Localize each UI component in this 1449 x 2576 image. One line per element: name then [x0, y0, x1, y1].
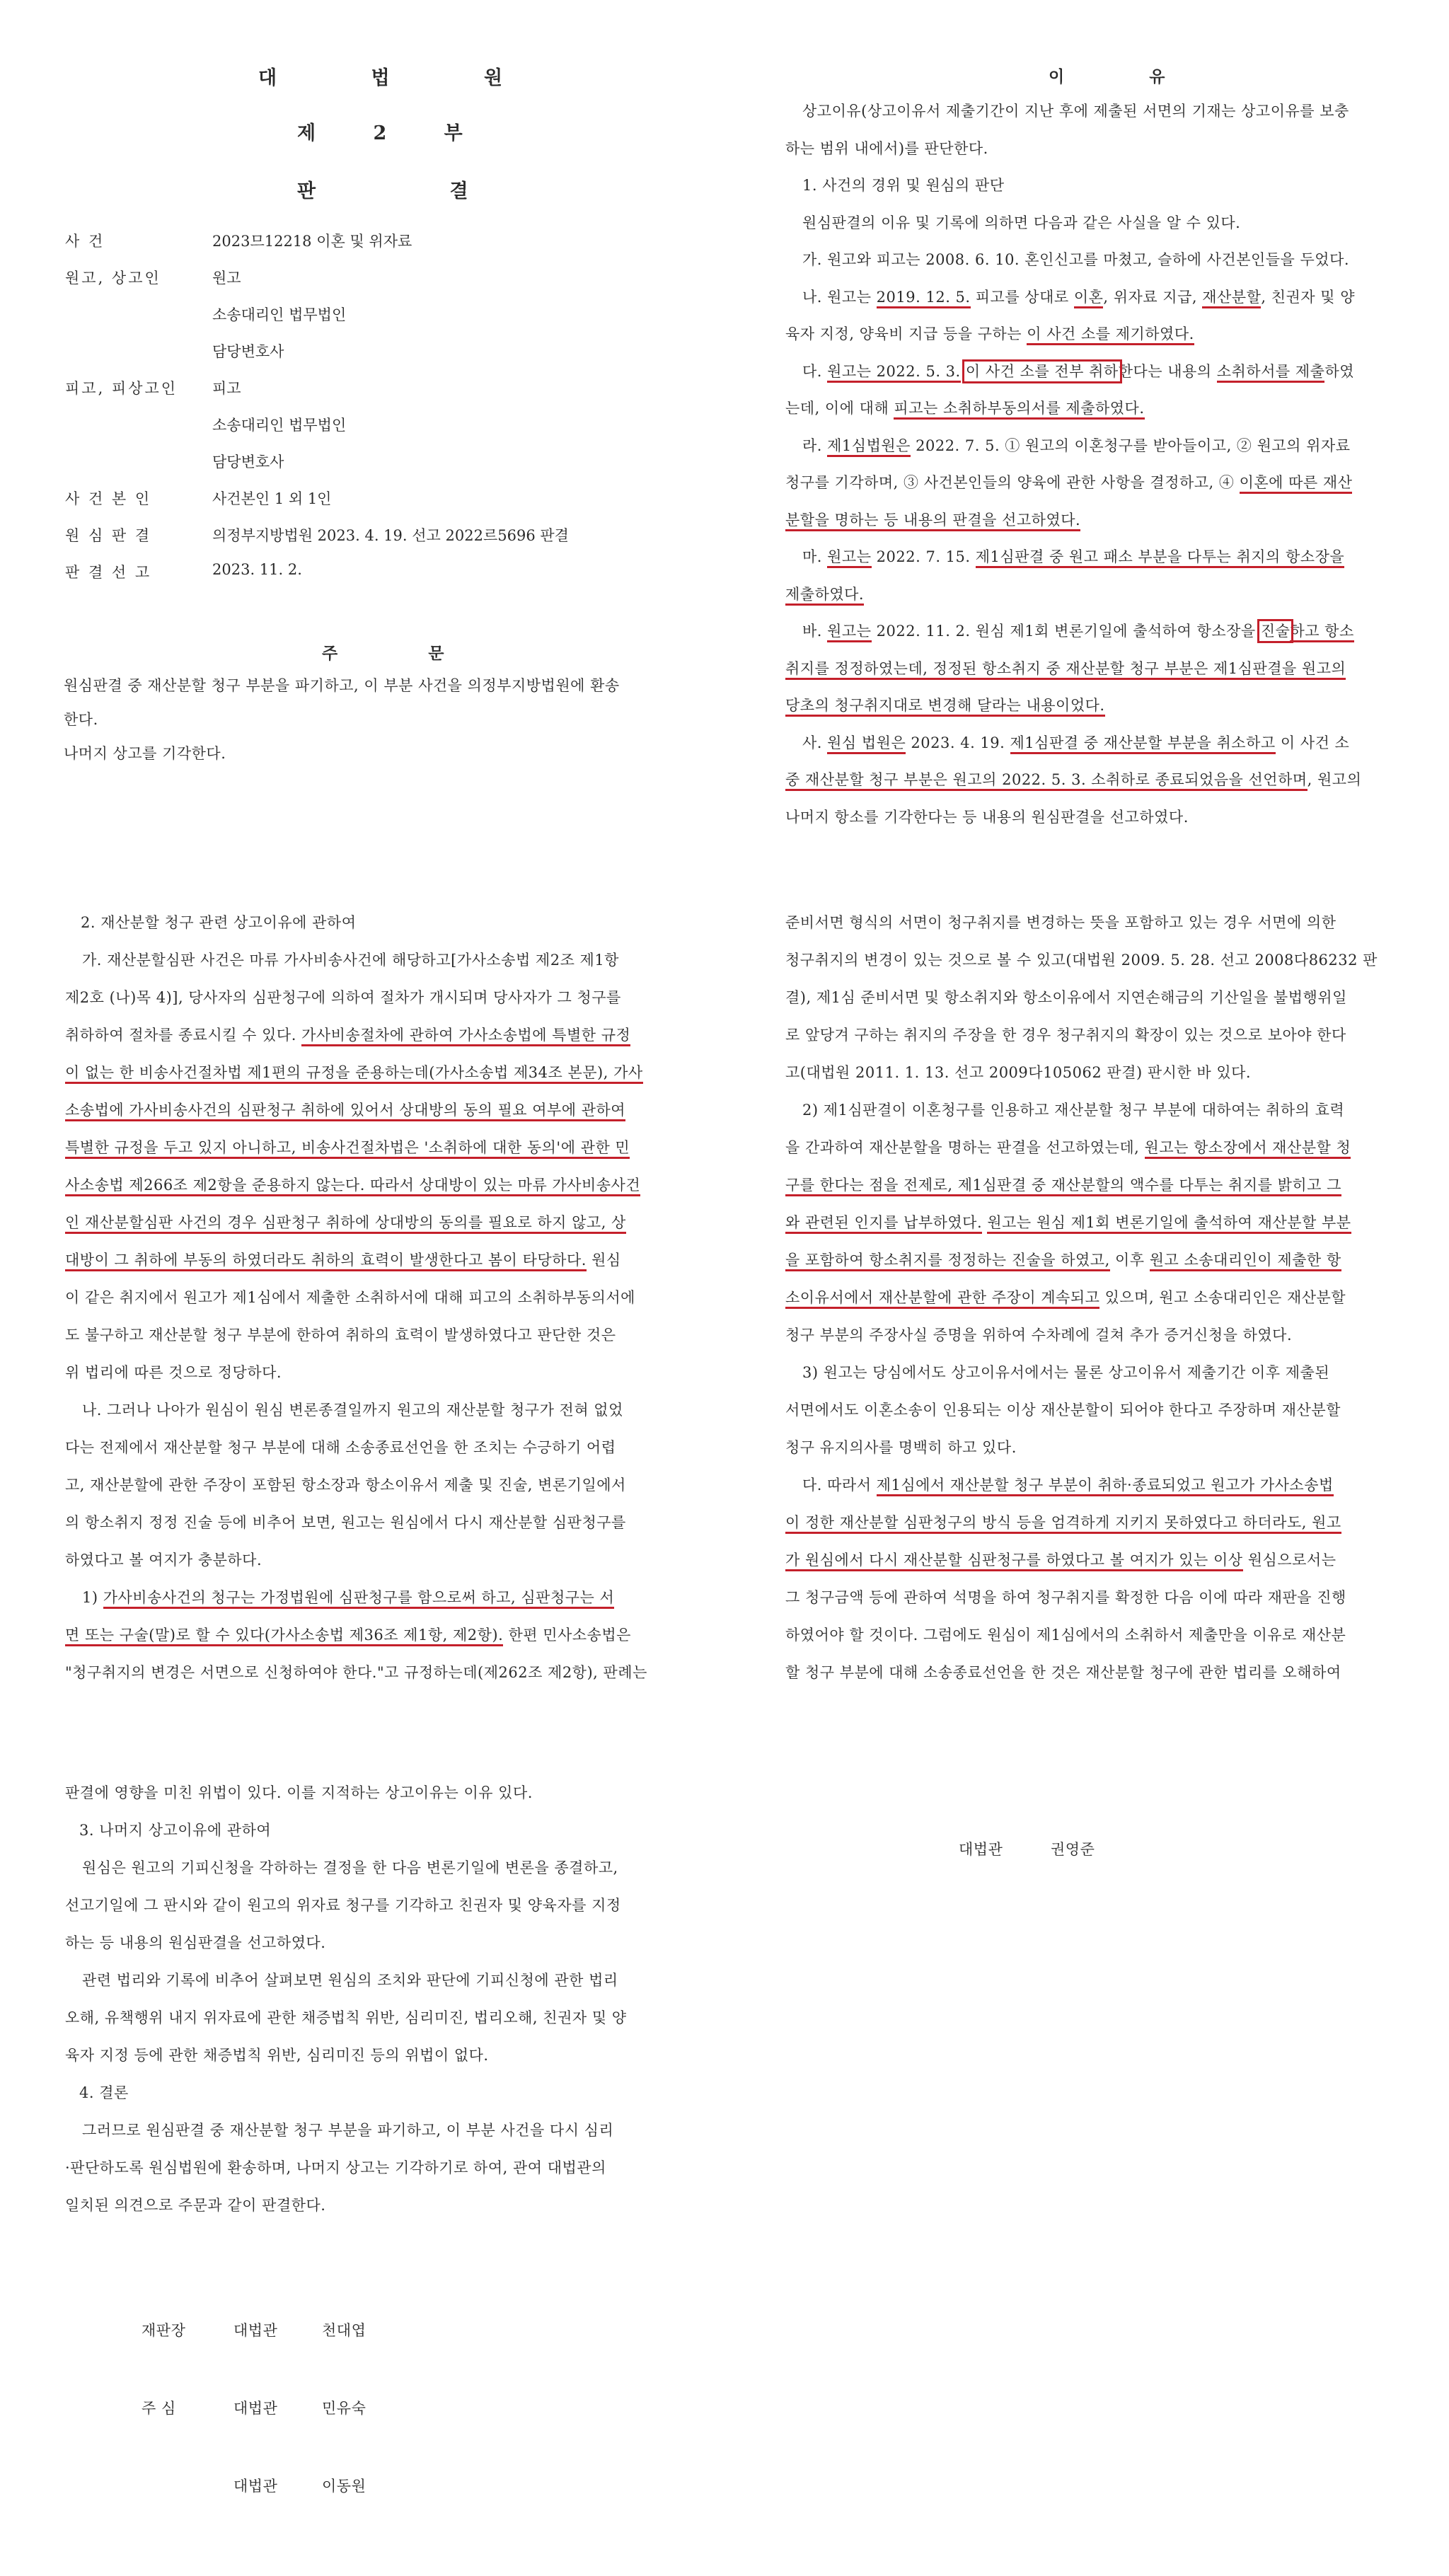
- text-line: 제출하였다.: [785, 584, 864, 604]
- text-line: "청구취지의 변경은 서면으로 신청하여야 한다."고 규정하는데(제262조 제2항), 판례는: [65, 1664, 647, 1681]
- text-line: 소이유서에서 재산분할에 관한 주장이 계속되고 있으며, 원고 소송대리인은 재산분할: [785, 1288, 1346, 1307]
- text-line: 제2호 (나)목 4)], 당사자의 심판청구에 의하여 절차가 개시되며 당사자가 그 청구를: [65, 989, 621, 1006]
- text-line: 청구 부분의 주장사실 증명을 위하여 수차례에 걸쳐 추가 증거신청을 하였다.: [785, 1327, 1293, 1344]
- text-line: 와 관련된 인지를 납부하였다. 원고는 원심 제1회 변론기일에 출석하여 재산분할 부분: [785, 1213, 1351, 1232]
- header-value: 2023므12218 이혼 및 위자료: [212, 233, 412, 250]
- page-2-left: [65, 913, 688, 1733]
- text-line: 면 또는 구술(말)로 할 수 있다(가사소송법 제36조 제1항, 제2항). 한편 민사소송법은: [65, 1625, 631, 1645]
- order-title: 주 문: [322, 644, 487, 663]
- text-line: 고(대법원 2011. 1. 13. 선고 2009다105062 판결) 판시한 바 있다.: [785, 1064, 1252, 1081]
- text-line: 하는 범위 내에서)를 판단한다.: [785, 139, 988, 157]
- text-line: 당초의 청구취지대로 변경해 달라는 내용이었다.: [785, 695, 1105, 715]
- text-line: 구를 한다는 점을 전제로, 제1심판결 중 재산분할의 액수를 다투는 취지를 밝히고 그: [785, 1175, 1341, 1195]
- text-line: 3) 원고는 당심에서도 상고이유서에서는 물론 상고이유서 제출기간 이후 제출된: [802, 1364, 1330, 1381]
- text-line: 나. 그러나 나아가 원심이 원심 변론종결일까지 원고의 재산분할 청구가 전혀 없었: [82, 1402, 623, 1419]
- text-line: ·판단하도록 원심법원에 환송하며, 나머지 상고는 기각하기로 하여, 관여 대법관의: [65, 2159, 606, 2176]
- text-line: 특별한 규정을 두고 있지 아니하고, 비송사건절차법은 '소취하에 대한 동의'에 관한 민: [65, 1138, 630, 1157]
- text-line: 원심판결 중 재산분할 청구 부분을 파기하고, 이 부분 사건을 의정부지방법원에 환송: [64, 677, 620, 694]
- justice-name: 권영준: [1051, 1841, 1095, 1858]
- text-line: 가. 재산분할심판 사건은 마류 가사비송사건에 해당하고[가사소송법 제2조 제1항: [82, 952, 619, 969]
- text-line: 한다.: [64, 711, 98, 728]
- text-line: 마. 원고는 2022. 7. 15. 제1심판결 중 원고 패소 부분을 다투는 취지의 항소장을: [802, 547, 1344, 567]
- text-line: 일치된 의견으로 주문과 같이 판결한다.: [65, 2197, 326, 2214]
- text-line: 사. 원심 법원은 2023. 4. 19. 제1심판결 중 재산분할 부분을 취소하고 이 사건 소: [802, 733, 1349, 753]
- justice-name: 천대엽: [322, 2322, 366, 2339]
- text-line: 관련 법리와 기록에 비추어 살펴보면 원심의 조치와 판단에 기피신청에 관한 법리: [82, 1972, 618, 1989]
- reasons-title: 이 유: [1049, 67, 1205, 86]
- page-2-right: [785, 913, 1408, 1733]
- text-line: 1. 사건의 경위 및 원심의 판단: [802, 177, 1005, 194]
- justice-title: 대법관: [959, 1841, 1003, 1858]
- text-line: 준비서면 형식의 서면이 청구취지를 변경하는 뜻을 포함하고 있는 경우 서면에 의한: [785, 914, 1337, 931]
- header-label: 피고, 피상고인: [65, 380, 178, 397]
- text-line: 대방이 그 취하에 부동의 하였더라도 취하의 효력이 발생한다고 봄이 타당하다. 원심: [65, 1250, 621, 1270]
- justice-name: 민유숙: [322, 2400, 366, 2417]
- court-name: 대 법 원: [258, 67, 547, 89]
- text-line: 하는 등 내용의 원심판결을 선고하였다.: [65, 1934, 326, 1951]
- text-line: 청구취지의 변경이 있는 것으로 볼 수 있고(대법원 2009. 5. 28. 선고 2008다86232 판: [785, 952, 1378, 969]
- order-body: [64, 676, 686, 782]
- text-line: 이 정한 재산분할 심판청구의 방식 등을 엄격하게 지키지 못하였다고 하더라도, 원고: [785, 1513, 1341, 1532]
- header-value: 담당변호사: [212, 343, 284, 360]
- header-label: 원 심 판 결: [65, 527, 152, 544]
- justice-name: 이동원: [322, 2478, 366, 2495]
- justice-title: 대법관: [233, 2322, 278, 2339]
- text-line: 취하하여 절차를 종료시킬 수 있다. 가사비송절차에 관하여 가사소송법에 특별한 규정: [65, 1025, 630, 1045]
- justice-title: 대법관: [233, 2400, 278, 2417]
- page-3-left: [65, 1783, 688, 2222]
- text-line: 을 간과하여 재산분할을 명하는 판결을 선고하였는데, 원고는 항소장에서 재산분할 청: [785, 1138, 1351, 1157]
- case-header: [65, 230, 688, 598]
- text-line: 나. 원고는 2019. 12. 5. 피고를 상대로 이혼, 위자료 지급, 재산분할, 친권자 및 양: [802, 287, 1355, 307]
- text-line: 가. 원고와 피고는 2008. 6. 10. 혼인신고를 마쳤고, 슬하에 사건본인들을 두었다.: [802, 251, 1350, 268]
- header-value: 2023. 11. 2.: [212, 561, 302, 578]
- text-line: 2. 재산분할 청구 관련 상고이유에 관하여: [81, 914, 357, 931]
- text-line: 4. 결론: [79, 2084, 129, 2101]
- text-line: 고, 재산분할에 관한 주장이 포함된 항소장과 항소이유서 제출 및 진술, 변론기일에서: [65, 1477, 626, 1494]
- text-line: 상고이유(상고이유서 제출기간이 지난 후에 제출된 서면의 기재는 상고이유를 보충: [802, 103, 1349, 120]
- justice-right: [959, 1839, 1242, 1868]
- text-line: 원심판결의 이유 및 기록에 의하면 다음과 같은 사실을 알 수 있다.: [802, 214, 1241, 231]
- text-line: 이 없는 한 비송사건절차법 제1편의 규정을 준용하는데(가사소송법 제34조 본문), 가사: [65, 1063, 643, 1082]
- text-line: 도 불구하고 재산분할 청구 부분에 한하여 취하의 효력이 발생하였다고 판단한 것은: [65, 1327, 616, 1344]
- text-line: 할 청구 부분에 대해 소송종료선언을 한 것은 재산분할 청구에 관한 법리를 오해하여: [785, 1664, 1341, 1681]
- header-value: 소송대리인 법무법인: [212, 306, 347, 323]
- text-line: 다. 따라서 제1심에서 재산분할 청구 부분이 취하·종료되었고 원고가 가사소송법: [802, 1475, 1334, 1495]
- judgment-title: 판 결: [297, 180, 532, 202]
- text-line: 하였어야 할 것이다. 그럼에도 원심이 제1심에서의 소취하서 제출만을 이유로 재산분: [785, 1627, 1346, 1644]
- text-line: 분할을 명하는 등 내용의 판결을 선고하였다.: [785, 510, 1080, 530]
- text-line: 육자 지정 등에 관한 채증법칙 위반, 심리미진 등의 위법이 없다.: [65, 2047, 489, 2064]
- text-line: 취지를 정정하였는데, 정정된 항소취지 중 재산분할 청구 부분은 제1심판결을 원고의: [785, 659, 1346, 678]
- text-line: 나머지 항소를 기각한다는 등 내용의 원심판결을 선고하였다.: [785, 808, 1189, 826]
- text-line: 가 원심에서 다시 재산분할 심판청구를 하였다고 볼 여지가 있는 이상 원심으로서는: [785, 1550, 1337, 1570]
- header-value: 담당변호사: [212, 454, 284, 470]
- text-line: 육자 지정, 양육비 지급 등을 구하는 이 사건 소를 제기하였다.: [785, 324, 1194, 344]
- text-line: 라. 제1심법원은 2022. 7. 5. ① 원고의 이혼청구를 받아들이고, ② 원고의 위자료: [802, 436, 1351, 456]
- text-line: 3. 나머지 상고이유에 관하여: [79, 1822, 272, 1839]
- text-line: 을 포함하여 항소취지를 정정하는 진술을 하였고, 이후 원고 소송대리인이 제출한 항: [785, 1250, 1341, 1270]
- text-line: 중 재산분할 청구 부분은 원고의 2022. 5. 3. 소취하로 종료되었음을 선언하며, 원고의: [785, 770, 1361, 790]
- text-line: 다. 원고는 2022. 5. 3. 이 사건 소를 전부 취하한다는 내용의 소취하서를 제출하였: [802, 362, 1354, 381]
- text-line: 소송법에 가사비송사건의 심판청구 취하에 있어서 상대방의 동의 필요 여부에 관하여: [65, 1100, 625, 1120]
- page-1: [0, 0, 1449, 849]
- justice-role: 주 심: [142, 2400, 176, 2417]
- text-line: 사소송법 제266조 제2항을 준용하지 않는다. 따라서 상대방이 있는 마류 가사비송사건: [65, 1175, 640, 1195]
- text-line: 다는 전제에서 재산분할 청구 부분에 대해 소송종료선언을 한 조치는 수긍하기 어렵: [65, 1439, 616, 1456]
- text-line: 서면에서도 이혼소송이 인용되는 이상 재산분할이 되어야 한다고 주장하며 재산분할: [785, 1402, 1341, 1419]
- header-value: 사건본인 1 외 1인: [212, 490, 332, 507]
- text-line: 하였다고 볼 여지가 충분하다.: [65, 1552, 262, 1569]
- header-value: 소송대리인 법무법인: [212, 417, 347, 434]
- reasons-page1: [785, 101, 1408, 844]
- header-label: 사 건: [65, 233, 105, 250]
- text-line: 원심은 원고의 기피신청을 각하하는 결정을 한 다음 변론기일에 변론을 종결하고,: [82, 1859, 618, 1876]
- justice-role: 재판장: [142, 2322, 186, 2339]
- text-line: 의 항소취지 정정 진술 등에 비추어 보면, 원고는 원심에서 다시 재산분할 심판청구를: [65, 1514, 626, 1531]
- header-value: 원고: [212, 270, 241, 287]
- text-line: 위 법리에 따른 것으로 정당하다.: [65, 1364, 282, 1381]
- text-line: 결), 제1심 준비서면 및 항소취지와 항소이유에서 지연손해금의 기산일을 불법행위일: [785, 989, 1347, 1006]
- text-line: 인 재산분할심판 사건의 경우 심판청구 취하에 상대방의 동의를 필요로 하지 않고, 상: [65, 1213, 626, 1232]
- text-line: 바. 원고는 2022. 11. 2. 원심 제1회 변론기일에 출석하여 항소장을 진술하고 항소: [802, 621, 1354, 641]
- header-label: 판 결 선 고: [65, 564, 152, 581]
- text-line: 로 앞당겨 구하는 취지의 주장을 한 경우 청구취지의 확장이 있는 것으로 보아야 한다: [785, 1027, 1346, 1044]
- text-line: 그 청구금액 등에 관하여 석명을 하여 청구취지를 확정한 다음 이에 따라 재판을 진행: [785, 1589, 1346, 1606]
- text-line: 나머지 상고를 기각한다.: [64, 745, 226, 762]
- header-value: 피고: [212, 380, 241, 397]
- text-line: 는데, 이에 대해 피고는 소취하부동의서를 제출하였다.: [785, 398, 1145, 418]
- header-label: 원고, 상고인: [65, 270, 161, 287]
- text-line: 1) 가사비송사건의 청구는 가정법원에 심판청구를 함으로써 하고, 심판청구는 서: [82, 1588, 614, 1607]
- text-line: 이 같은 취지에서 원고가 제1심에서 제출한 소취하서에 대해 피고의 소취하부동의서에: [65, 1289, 635, 1306]
- header-label: 사 건 본 인: [65, 490, 152, 507]
- text-line: 오해, 유책행위 내지 위자료에 관한 채증법칙 위반, 심리미진, 법리오해, 친권자 및 양: [65, 2009, 627, 2026]
- signatures: [142, 2321, 495, 2561]
- text-line: 청구 유지의사를 명백히 하고 있다.: [785, 1439, 1017, 1456]
- text-line: 선고기일에 그 판시와 같이 원고의 위자료 청구를 기각하고 친권자 및 양육자를 지정: [65, 1897, 621, 1914]
- division: 제 2 부: [297, 122, 488, 144]
- text-line: 판결에 영향을 미친 위법이 있다. 이를 지적하는 상고이유는 이유 있다.: [65, 1784, 533, 1801]
- text-line: 청구를 기각하며, ③ 사건본인들의 양육에 관한 사항을 결정하고, ④ 이혼에 따른 재산: [785, 473, 1352, 492]
- justice-title: 대법관: [233, 2478, 278, 2495]
- text-line: 2) 제1심판결이 이혼청구를 인용하고 재산분할 청구 부분에 대하여는 취하의 효력: [802, 1102, 1345, 1119]
- header-value: 의정부지방법원 2023. 4. 19. 선고 2022르5696 판결: [212, 527, 569, 544]
- text-line: 그러므로 원심판결 중 재산분할 청구 부분을 파기하고, 이 부분 사건을 다시 심리: [82, 2122, 614, 2139]
